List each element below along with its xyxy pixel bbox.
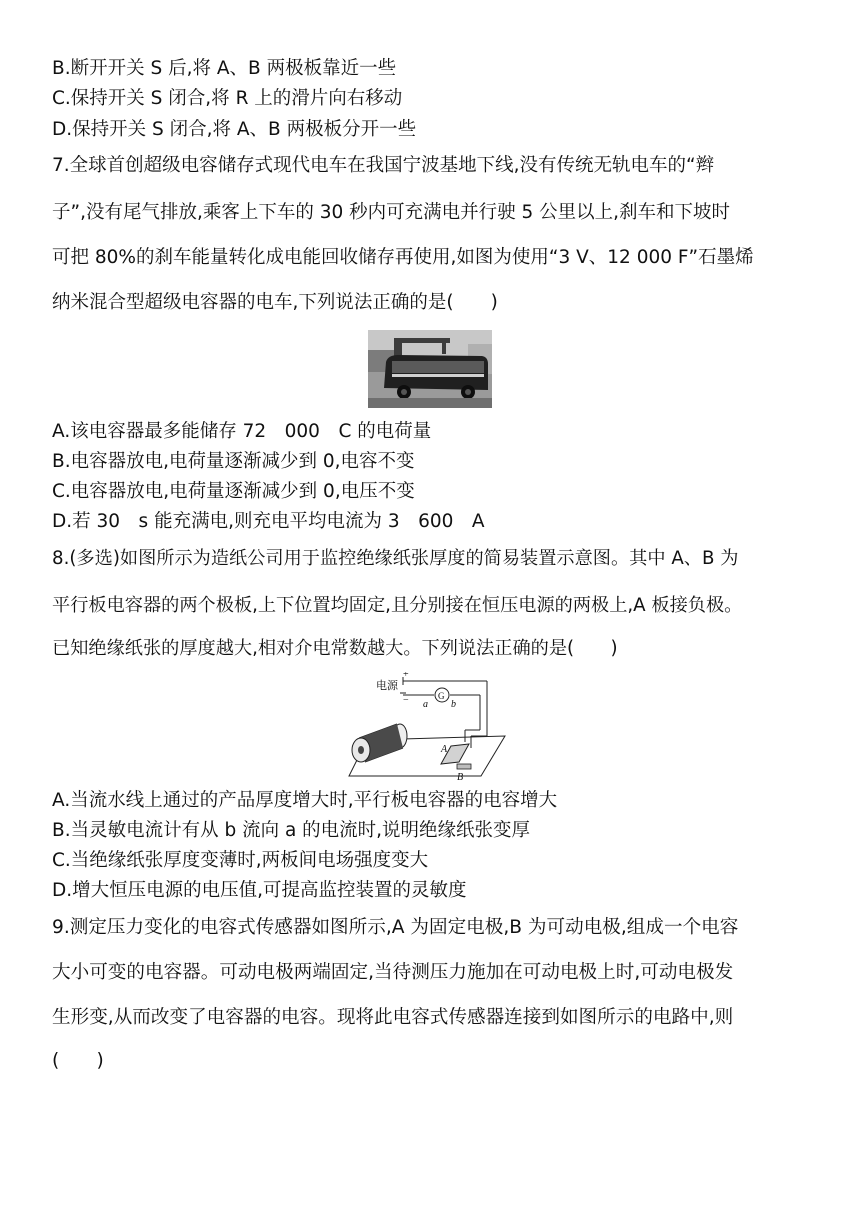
q8-option-a: A.当流水线上通过的产品厚度增大时,平行板电容器的电容增大 — [52, 790, 558, 811]
q7-stem-line-2: 子”,没有尾气排放,乘客上下车的 30 秒内可充满电并行驶 5 公里以上,刹车和下坡时 — [52, 202, 731, 223]
plate-a-label: A — [441, 744, 448, 755]
paper-thickness-monitor-diagram — [345, 672, 515, 784]
q7-option-a: A.该电容器最多能储存 72 000 C 的电荷量 — [52, 421, 432, 442]
q6-option-d: D.保持开关 S 闭合,将 A、B 两极板分开一些 — [52, 119, 417, 140]
q8-stem-line-2: 平行板电容器的两个极板,上下位置均固定,且分别接在恒压电源的两极上,A 板接负极。 — [52, 595, 743, 616]
plus-terminal-label: + — [403, 672, 409, 680]
galvanometer-label: G — [438, 691, 445, 701]
terminal-a-label: a — [423, 699, 428, 710]
q7-stem-line-1: 7.全球首创超级电容储存式现代电车在我国宁波基地下线,没有传统无轨电车的“辫 — [52, 155, 715, 176]
minus-terminal-label: − — [403, 695, 409, 706]
q6-option-c: C.保持开关 S 闭合,将 R 上的滑片向右移动 — [52, 88, 403, 109]
q8-option-c: C.当绝缘纸张厚度变薄时,两板间电场强度变大 — [52, 850, 429, 871]
q8-stem-line-3: 已知绝缘纸张的厚度越大,相对介电常数越大。下列说法正确的是( ) — [52, 638, 618, 659]
plate-b-label: B — [457, 772, 464, 783]
q7-stem-line-4: 纳米混合型超级电容器的电车,下列说法正确的是( ) — [52, 292, 498, 313]
q7-option-b: B.电容器放电,电荷量逐渐减少到 0,电容不变 — [52, 451, 415, 472]
q7-option-c: C.电容器放电,电荷量逐渐减少到 0,电压不变 — [52, 481, 415, 502]
q9-stem-line-2: 大小可变的电容器。可动电极两端固定,当待测压力施加在可动电极上时,可动电极发 — [52, 962, 734, 983]
q6-option-b: B.断开开关 S 后,将 A、B 两极板靠近一些 — [52, 58, 397, 79]
q8-option-d: D.增大恒压电源的电压值,可提高监控装置的灵敏度 — [52, 880, 467, 901]
terminal-b-label: b — [451, 699, 456, 710]
power-source-label: 电源 — [376, 680, 398, 692]
q8-stem-line-1: 8.(多选)如图所示为造纸公司用于监控绝缘纸张厚度的简易装置示意图。其中 A、B 为 — [52, 548, 739, 569]
q9-stem-line-1: 9.测定压力变化的电容式传感器如图所示,A 为固定电极,B 为可动电极,组成一个电容 — [52, 917, 739, 938]
q8-option-b: B.当灵敏电流计有从 b 流向 a 的电流时,说明绝缘纸张变厚 — [52, 820, 531, 841]
q9-answer-bracket: ( ) — [52, 1050, 104, 1071]
q7-option-d: D.若 30 s 能充满电,则充电平均电流为 3 600 A — [52, 511, 485, 532]
electric-bus-photo — [368, 330, 492, 408]
q9-stem-line-3: 生形变,从而改变了电容器的电容。现将此电容式传感器连接到如图所示的电路中,则 — [52, 1007, 734, 1028]
q7-stem-line-3: 可把 80%的刹车能量转化成电能回收储存再使用,如图为使用“3 V、12 000 F”石墨烯 — [52, 247, 754, 268]
